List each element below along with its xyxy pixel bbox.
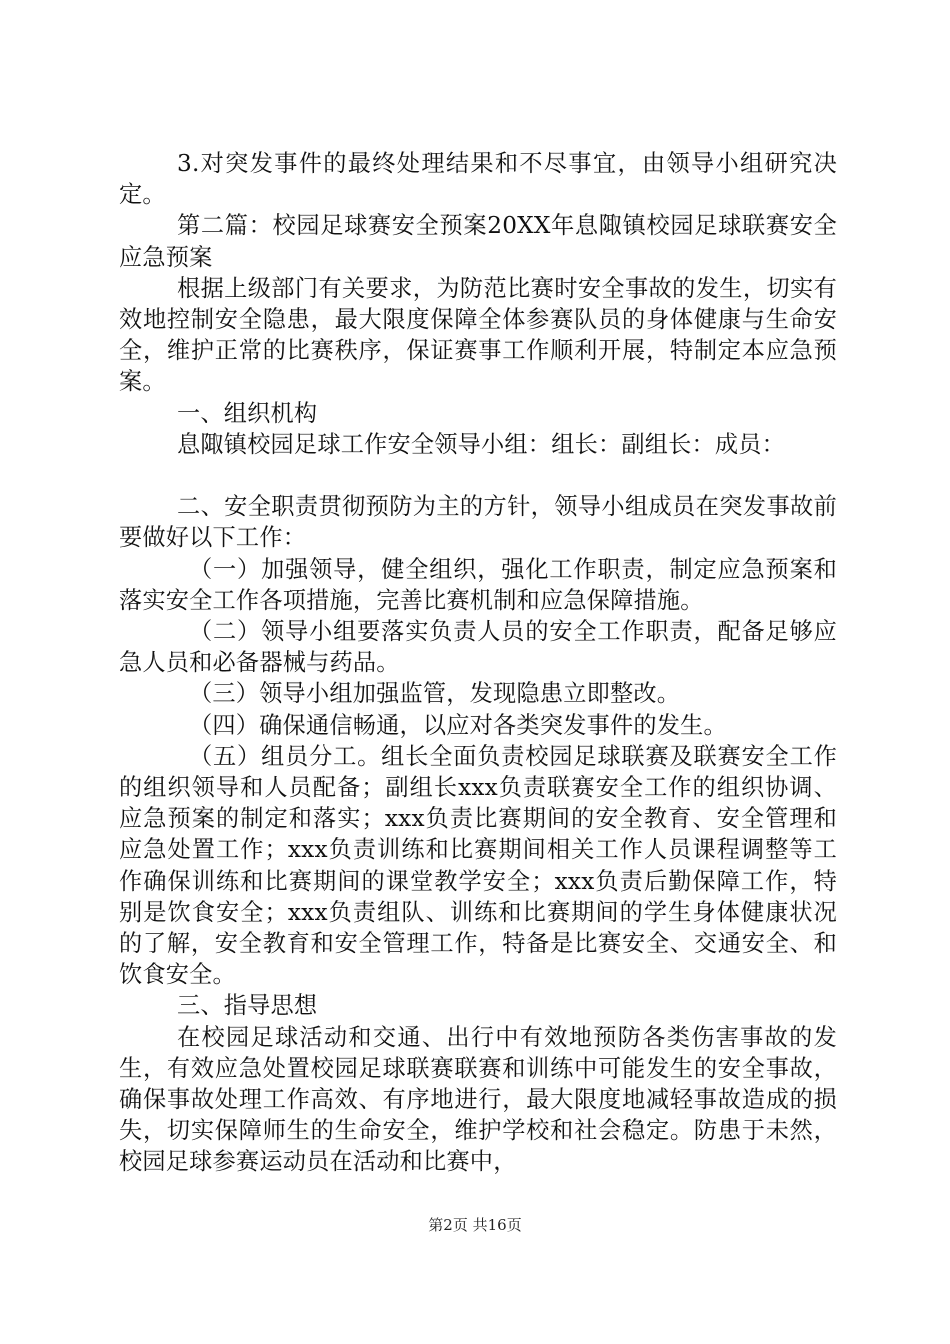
list-item-duty-3: （三）领导小组加强监管，发现隐患立即整改。: [189, 680, 681, 708]
heading-guiding-ideology: 三、指导思想: [177, 992, 318, 1020]
document-body: [119, 148, 837, 1178]
page-number-footer: 第2页 共16页: [428, 1216, 522, 1234]
list-item-duty-5: （五）组员分工。组长全面负责校园足球联赛及联赛安全工作的组织领导和人员配备；副组长xxx负责联赛安全工作的组织协调、应急预案的制定和落实；xxx负责比赛期间的安全教育、安全管理和应急处置工作；xxx负责训练和比赛期间相关工作人员课程调整等工作确保训练和比赛期间的课堂教学安全；xxx负责后勤保障工作，特别是饮食安全；xxx负责组队、训练和比赛期间的学生身体健康状况的了解，安全教育和安全管理工作，特备是比赛安全、交通安全、和饮食安全。: [119, 742, 837, 989]
paragraph-decision: 3.对突发事件的最终处理结果和不尽事宜，由领导小组研究决定。: [119, 150, 837, 209]
heading-organization: 一、组织机构: [177, 399, 318, 427]
paragraph-guiding-ideology: 在校园足球活动和交通、出行中有效地预防各类伤害事故的发生，有效应急处置校园足球联赛联赛和训练中可能发生的安全事故，确保事故处理工作高效、有序地进行，最大限度地减轻事故造成的损失，切实保障师生的生命安全，维护学校和社会稳定。防患于未然，校园足球参赛运动员在活动和比赛中，: [119, 1023, 837, 1176]
list-item-duty-1: （一）加强领导，健全组织，强化工作职责，制定应急预案和落实安全工作各项措施，完善比赛机制和应急保障措施。: [119, 555, 837, 614]
section-title-part-two: 第二篇：校园足球赛安全预案20XX年息陬镇校园足球联赛安全应急预案: [119, 212, 837, 271]
paragraph-intro: 根据上级部门有关要求，为防范比赛时安全事故的发生，切实有效地控制安全隐患，最大限度保障全体参赛队员的身体健康与生命安全，维护正常的比赛秩序，保证赛事工作顺利开展，特制定本应急预案。: [119, 274, 837, 396]
list-item-duty-2: （二）领导小组要落实负责人员的安全工作职责，配备足够应急人员和必备器械与药品。: [119, 618, 837, 677]
heading-safety-duties: 二、安全职责贯彻预防为主的方针，领导小组成员在突发事故前要做好以下工作：: [119, 493, 837, 552]
paragraph-leadership-group: 息陬镇校园足球工作安全领导小组：组长：副组长：成员：: [177, 430, 786, 458]
list-item-duty-4: （四）确保通信畅通，以应对各类突发事件的发生。: [189, 711, 727, 739]
